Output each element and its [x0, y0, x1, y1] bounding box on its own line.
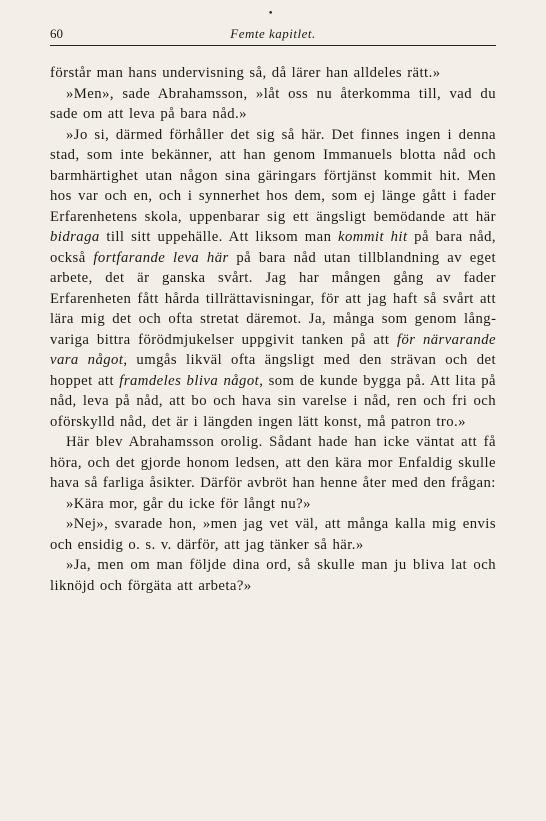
paragraph-text: , som de kunde bygga på. Att lita på nåd, leva på nåd, att bo och hava sin varelse i nåd, ren och fri och oförskylld nåd, det är i längden ingen lätt konst, må patron tro.» [50, 372, 497, 430]
page-header [50, 26, 496, 46]
paragraph-text: »Jo si, därmed förhåller det sig så här. Det finnes ingen i denna stad, som inte bekänner, att han genom Immanuels blotta nåd och barmhärtighet utan någon sina gäringars förtjänst kommit hit. Men hos var och en, och i synnerhet hos dem, som ej länge gått i fader Erfarenhetens skola, uppenbarar sig ett ängsligt bemödande att här [50, 126, 496, 225]
paragraph-text: »Men», sade Abrahamsson, »låt oss nu återkomma till, vad du sade om att leva på bara nåd.» [50, 85, 496, 122]
paragraph [50, 432, 496, 494]
paragraph-text: »Nej», svarade hon, »men jag vet väl, att många kalla mig envis och ensidig o. s. v. därför, att jag tänker så här.» [50, 516, 496, 553]
emphasized-text: kommit hit [338, 229, 408, 245]
paragraph-text: till sitt uppehälle. Att liksom man [99, 229, 339, 245]
paragraph-text: på bara nåd utan tillblandning av eget arbete, det är ganska svårt. Jag har mången gång av fader Erfarenheten fått hårda tillrättavisningar, för att jag haft så svårt att lära mig det och ofta stretat däremot. Ja, många som genom långvariga bittra förödmjukelser uppgivit tanken på att [50, 249, 496, 348]
paragraph [50, 514, 496, 555]
paragraph [50, 63, 496, 84]
page-number: 60 [50, 26, 63, 41]
running-title: Femte kapitlet. [230, 26, 316, 41]
paragraph [50, 555, 496, 596]
paragraph-text: förstår man hans undervisning så, då lärer han alldeles rätt.» [50, 65, 441, 81]
printer-mark: • [268, 9, 274, 19]
paragraph-text: på bara nåd, också [50, 229, 496, 266]
paragraph-text: »Ja, men om man följde dina ord, så skulle man ju bliva lat och liknöjd och förgäta att arbeta?» [50, 557, 496, 594]
paragraph [50, 494, 496, 515]
header-rule [50, 45, 496, 46]
emphasized-text: framdeles bliva något [119, 372, 260, 389]
paragraph-text: Här blev Abrahamsson orolig. Sådant hade han icke väntat att få höra, och det gjorde honom ledsen, att den kära mor Enfaldig skulle hava så farliga åsikter. Därför avbröt han henne åter med den frågan: [50, 434, 496, 491]
paragraph [50, 125, 496, 433]
emphasized-text: bidraga [50, 229, 100, 245]
paragraph-text: , umgås likväl ofta ängsligt med den strävan och det hoppet att [50, 352, 496, 389]
emphasized-text: för närvarande vara något [50, 331, 496, 368]
paragraph-text: »Kära mor, går du icke för långt nu?» [66, 495, 311, 512]
emphasized-text: fortfarande leva här [93, 249, 229, 266]
body-text [50, 63, 496, 596]
paragraph [50, 84, 496, 125]
